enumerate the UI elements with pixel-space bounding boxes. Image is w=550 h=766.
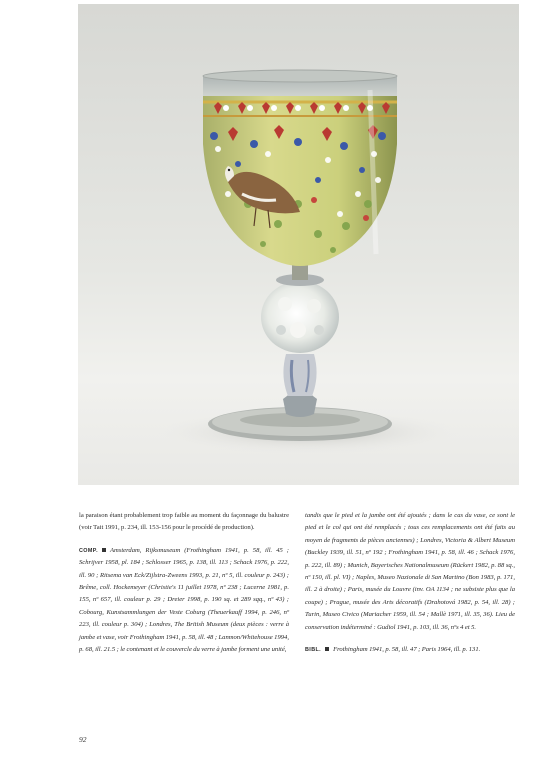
- page-number: 92: [79, 735, 87, 744]
- goblet-photograph: [78, 4, 519, 485]
- right-text-column: [305, 510, 515, 656]
- comparisons-text: Amsterdam, Rijksmuseum (Frothingham 1941, p. 58, ill. 45 ; Schrijver 1958, pl. 184 ; Schlosser 1965, p. 138, ill. 113 ; Schack 1976, p. 222, ill. 90 ; Ritsema van Eck/Zijlstra-Zweens 1993, p. 21, nº 5, ill. couleur p. 243) ; Brême, coll. Hockemeyer (Christie's 11 juillet 1978, nº 238 ; Lucerne 1981, p. 155, nº 657, ill. couleur p. 29 ; Dreier 1998, p. 190 sq. et 289 sqq., nº 43) ; Cobourg, Kunstsammlungen der Veste Coburg (Theuerkauff 1994, p. 246, nº 223, ill. couleur p. 304) ; Londres, The British Museum (deux pièces : verre à jambe et vase, voir Frothingham 1941, p. 58, ill. 48 ; Lanmon/Whitehouse 1994, p. 68, ill. 21.5 ; le contenant et le couvercle du verre à jambe forment une unité,: [79, 546, 289, 654]
- comparisons-paragraph: [79, 545, 289, 657]
- bullet-square-icon: [102, 548, 106, 552]
- enamelled-glass-goblet-image: [78, 4, 519, 485]
- comp-label: COMP.: [79, 547, 98, 554]
- bibliography-paragraph: [305, 644, 515, 656]
- continuation-text: tandis que le pied et la jambe ont été ajoutés ; dans le cas du vase, ce sont le pied et le col qui ont été remplacés ; tous ces remplacements ont été faits au moyen de fragments de pièces anciennes) ; Londres, Victoria & Albert Museum (Buckley 1939, ill. 51, nº 192 ; Frothingham 1941, p. 58, ill. 46 ; Schack 1976, p. 222, ill. 89) ; Munich, Bayerisches Nationalmuseum (Rückert 1982, p. 88 sq., nº 150, ill. pl. VI) ; Naples, Museo Nazionale di San Martino (Bon 1983, p. 171, ill. 2 à droite) ; Paris, musée du Louvre (inv. OA 1134 ; ne subsiste plus que la coupe) ; Prague, musée des Arts décoratifs (Drahotová 1982, p. 54, ill. 28) ; Turin, Museo Civico (Mariacher 1959, ill. 54 ; Mallè 1971, ill. 35, 36). Lieu de conservation indéterminé : Gudiol 1941, p. 103, ill. 36, nºs 4 et 5.: [305, 512, 515, 631]
- left-text-column: [79, 510, 289, 656]
- bibl-label: BIBL.: [305, 647, 322, 654]
- bullet-square-icon: [325, 647, 329, 651]
- bibliography-text: Frothingham 1941, p. 58, ill. 47 ; Paris 1964, ill. p. 131.: [333, 646, 481, 654]
- continuation-paragraph: [305, 510, 515, 634]
- intro-paragraph: la paraison étant probablement trop faible au moment du façonnage du balustre (voir Tait 1991, p. 234, ill. 153-156 pour le procédé de production).: [79, 512, 289, 532]
